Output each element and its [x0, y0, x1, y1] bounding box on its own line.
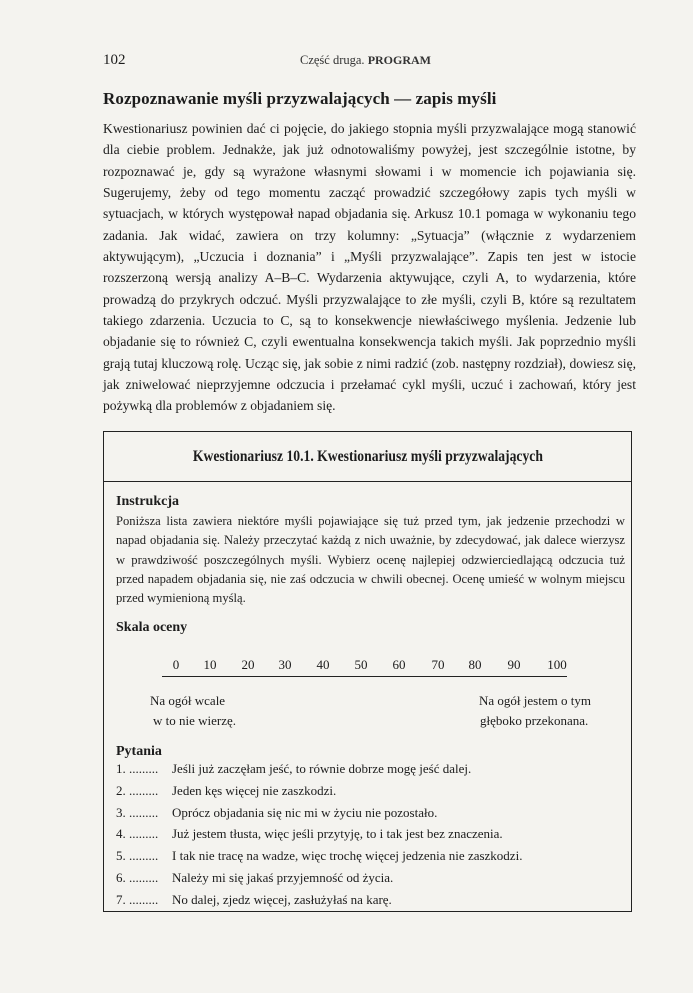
question-item — [116, 783, 522, 805]
running-head-part: Część druga. — [300, 53, 365, 67]
anchor-right-line: Na ogół jestem o tym — [479, 693, 591, 708]
question-text: Jeden kęs więcej nie zaszkodzi. — [172, 782, 337, 798]
question-text: Należy mi się jakaś przyjemność od życia. — [172, 869, 394, 885]
body-paragraph: Kwestionariusz powinien dać ci pojęcie, do jakiego stopnia myśli przyzwalające mogą stanowić dla ciebie problem. Jednakże, jak już odnotowaliśmy powyżej, jest szczególnie istotne, by rozpoznawać je, gdy są wyrażone własnymi słowami i w momencie ich pojawiania się. Sugerujemy, żeby od tego momentu zacząć prowadzić szczegółowy zapis tych myśli w sytuacjach, w których występował napad objadania się. Arkusz 10.1 pomaga w wykonaniu tego zadania. Jak widać, zawiera on trzy kolumny: „Sytuacja” (włącznie z wydarzeniem aktywującym), „Uczucia i doznania” i „Myśli przyzwalające”. Zapis ten jest w istocie rozszerzoną wersją analizy A–B–C. Wydarzenia aktywujące, czyli A, to wydarzenia, które prowadzą do przykrych odczuć. Myśli przyzwalające to złe myśli, czyli B, które są rezultatem takiego zdarzenia. Uczucia to C, są to konsekwencje niewłaściwego myślenia. Jedzenie lub objadanie się to również C, czyli ewentualna konsekwencja takich myśli. Jak poprzednio myśli grają tutaj kluczową rolę. Ucząc się, jak sobie z nimi radzić (zob. następny rozdział), dowiesz się, jak zniwelować nieprzyjemne odczucia i przełamać cykl myśli, uczuć i zachowań, który jest pożywką dla problemów z objadaniem się. — [103, 121, 636, 414]
anchor-left-line: Na ogół wcale — [150, 693, 226, 708]
question-item — [116, 870, 522, 892]
question-number: 2. ......... — [116, 782, 159, 798]
question-item — [116, 805, 522, 827]
scale-tick: 50 — [354, 657, 368, 672]
scale-tick: 90 — [507, 657, 521, 672]
running-head — [300, 53, 431, 68]
scale-anchor-right — [479, 691, 591, 731]
question-text: Oprócz objadania się nic mi w życiu nie pozostało. — [172, 804, 438, 820]
question-text: I tak nie tracę na wadze, więc trochę więcej jedzenia nie zaszkodzi. — [172, 848, 523, 864]
scale-heading: Skala oceny — [116, 620, 188, 635]
instruction-text: Poniższa lista zawiera niektóre myśli pojawiające się tuż przed tym, jak jedzenie przechodzi w napad objadania się. Należy przeczytać każdą z nich uważnie, by zdecydować, jak dalece wierzysz w prawdziwość poszczególnych myśli. Wybierz ocenę najlepiej odzwierciedlającą odczucia tuż przed napadem objadania się, nie zaś odczucia w chwili obecnej. Ocenę umieść w wolnym miejscu przed wymienioną myślą. — [116, 514, 625, 606]
question-number: 5. ......... — [116, 848, 159, 864]
anchor-left-line: w to nie wierzę. — [153, 713, 237, 728]
question-number: 7. ......... — [116, 891, 159, 907]
question-number: 4. ......... — [116, 826, 159, 842]
scale-tick: 60 — [392, 657, 406, 672]
instruction-heading: Instrukcja — [116, 494, 180, 509]
question-number: 6. ......... — [116, 869, 159, 885]
scale-tick: 40 — [316, 657, 330, 672]
scale-tick: 10 — [203, 657, 217, 672]
scale-tick: 20 — [241, 657, 255, 672]
section-title: Rozpoznawanie myśli przyzwalających — zapis myśli — [103, 89, 497, 108]
scale-tick: 70 — [431, 657, 445, 672]
question-item — [116, 848, 522, 870]
anchor-right-line: głęboko przekonana. — [480, 713, 589, 728]
question-text: Już jestem tłusta, więc jeśli przytyję, to i tak jest bez znaczenia. — [172, 826, 503, 842]
scale-line — [162, 676, 567, 677]
scale-tick: 30 — [278, 657, 292, 672]
questionnaire-title-row — [104, 432, 631, 482]
question-item — [116, 892, 522, 914]
question-number: 1. ......... — [116, 761, 159, 776]
running-head-bold: PROGRAM — [367, 53, 432, 67]
scale-anchor-left — [150, 691, 236, 731]
scale-tick: 0 — [172, 657, 180, 672]
question-text: Jeśli już zaczęłam jeść, to równie dobrze mogę jeść dalej. — [172, 761, 472, 776]
questionnaire-title: Kwestionariusz 10.1. Kwestionariusz myśli przyzwalających — [192, 447, 543, 465]
questionnaire-box — [103, 431, 632, 912]
page-number: 102 — [103, 52, 126, 68]
question-text: No dalej, zjedz więcej, zasłużyłaś na karę. — [172, 891, 392, 907]
scale-tick: 100 — [547, 657, 567, 672]
question-number: 3. ......... — [116, 804, 159, 820]
rating-scale — [104, 657, 631, 677]
scale-tick: 80 — [468, 657, 482, 672]
question-item — [116, 826, 522, 848]
questions-list — [116, 761, 522, 914]
questions-heading: Pytania — [116, 744, 162, 759]
question-item — [116, 761, 522, 783]
